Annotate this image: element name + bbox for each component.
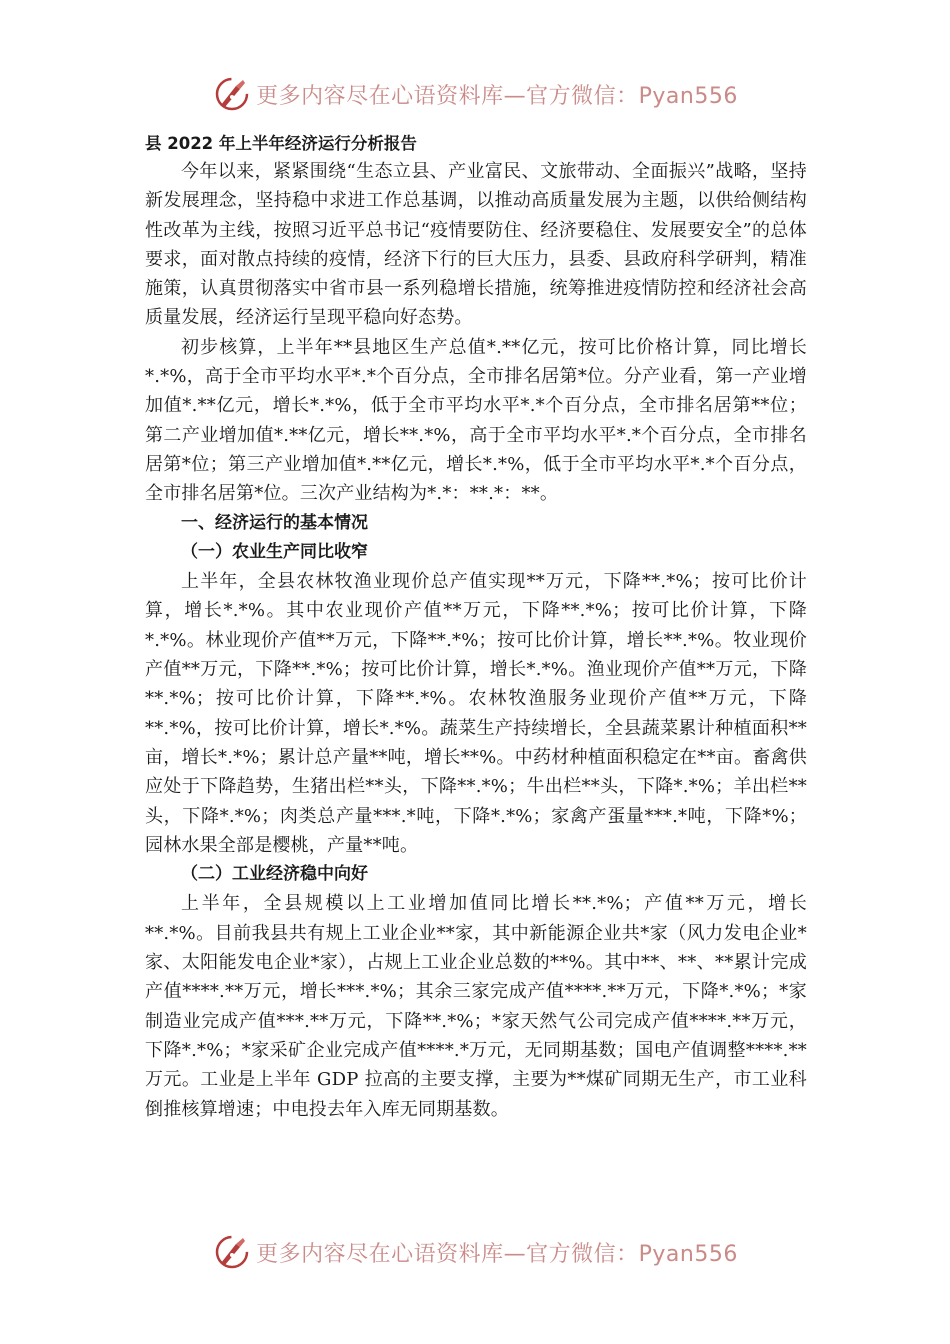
industry-paragraph: 上半年，全县规模以上工业增加值同比增长**.*%；产值**万元，增长**.*%。目前我县共有规上工业企业**家，其中新能源企业共*家（风力发电企业*家、太阳能发电企业*家），占规上工业企业总数的**%。其中**、**、**累计完成产值****.**万元，增长***.*%；其余三家完成产值****.**万元，下降*.*%；*家制造业完成产值***.**万元，下降**.*%；*家天然气公司完成产值****.**万元，下降*.*%；*家采矿企业完成产值****.*万元，无同期基数；国电产值调整****.**万元。工业是上半年 GDP 拉高的主要支撑，主要为**煤矿同期无生产，市工业科倒推核算增速；中电投去年入库无同期基数。: [145, 893, 807, 1120]
pen-nib-circle-logo: [212, 1232, 252, 1272]
intro-paragraph-2: 初步核算，上半年**县地区生产总值*.**亿元，按可比价格计算，同比增长*.*%，高于全市平均水平*.*个百分点，全市排名居第*位。分产业看，第一产业增加值*.**亿元，增长*.*%，低于全市平均水平*.*个百分点，全市排名居第**位；第二产业增加值*.**亿元，增长**.*%，高于全市平均水平*.*个百分点，全市排名居第*位；第三产业增加值*.**亿元，增长*.*%，低于全市平均水平*.*个百分点，全市排名居第*位。三次产业结构为*.*：**.*：**。: [145, 336, 807, 505]
document-body: [145, 130, 807, 1124]
document-title: 县 2022 年上半年经济运行分析报告: [145, 134, 417, 153]
section-heading-1: 一、经济运行的基本情况: [181, 512, 368, 533]
watermark-banner-top: [0, 70, 950, 118]
watermark-text: 更多内容尽在心语资料库—官方微信：Pyan556: [256, 1241, 738, 1267]
subsection-heading-industry: （二）工业经济稳中向好: [181, 864, 368, 885]
watermark-banner-bottom: [0, 1228, 950, 1276]
intro-paragraph-1: 今年以来，紧紧围绕“生态立县、产业富民、文旅带动、全面振兴”战略，坚持新发展理念，坚持稳中求进工作总基调，以推动高质量发展为主题，以供给侧结构性改革为主线，按照习近平总书记“疫情要防住、经济要稳住、发展要安全”的总体要求，面对散点持续的疫情，经济下行的巨大压力，县委、县政府科学研判，精准施策，认真贯彻落实中省市县一系列稳增长措施，统筹推进疫情防控和经济社会高质量发展，经济运行呈现平稳向好态势。: [145, 161, 807, 329]
watermark-text: 更多内容尽在心语资料库—官方微信：Pyan556: [256, 83, 738, 109]
subsection-heading-agriculture: （一）农业生产同比收窄: [181, 541, 368, 562]
agriculture-paragraph: 上半年，全县农林牧渔业现价总产值实现**万元，下降**.*%；按可比价计算，增长*.*%。其中农业现价产值**万元，下降**.*%；按可比价计算，下降*.*%。林业现价产值**万元，下降**.*%；按可比价计算，增长**.*%。牧业现价产值**万元，下降**.*%；按可比价计算，增长*.*%。渔业现价产值**万元，下降**.*%；按可比价计算，下降**.*%。农林牧渔服务业现价产值**万元，下降**.*%，按可比价计算，增长*.*%。蔬菜生产持续增长，全县蔬菜累计种植面积**亩，增长*.*%；累计总产量**吨，增长**%。中药材种植面积稳定在**亩。畜禽供应处于下降趋势，生猪出栏**头，下降**.*%；牛出栏**头，下降*.*%；羊出栏**头，下降*.*%；肉类总产量***.*吨，下降*.*%；家禽产蛋量***.*吨，下降*%；园林水果全部是樱桃，产量**吨。: [145, 571, 807, 856]
pen-nib-circle-logo: [212, 74, 252, 114]
